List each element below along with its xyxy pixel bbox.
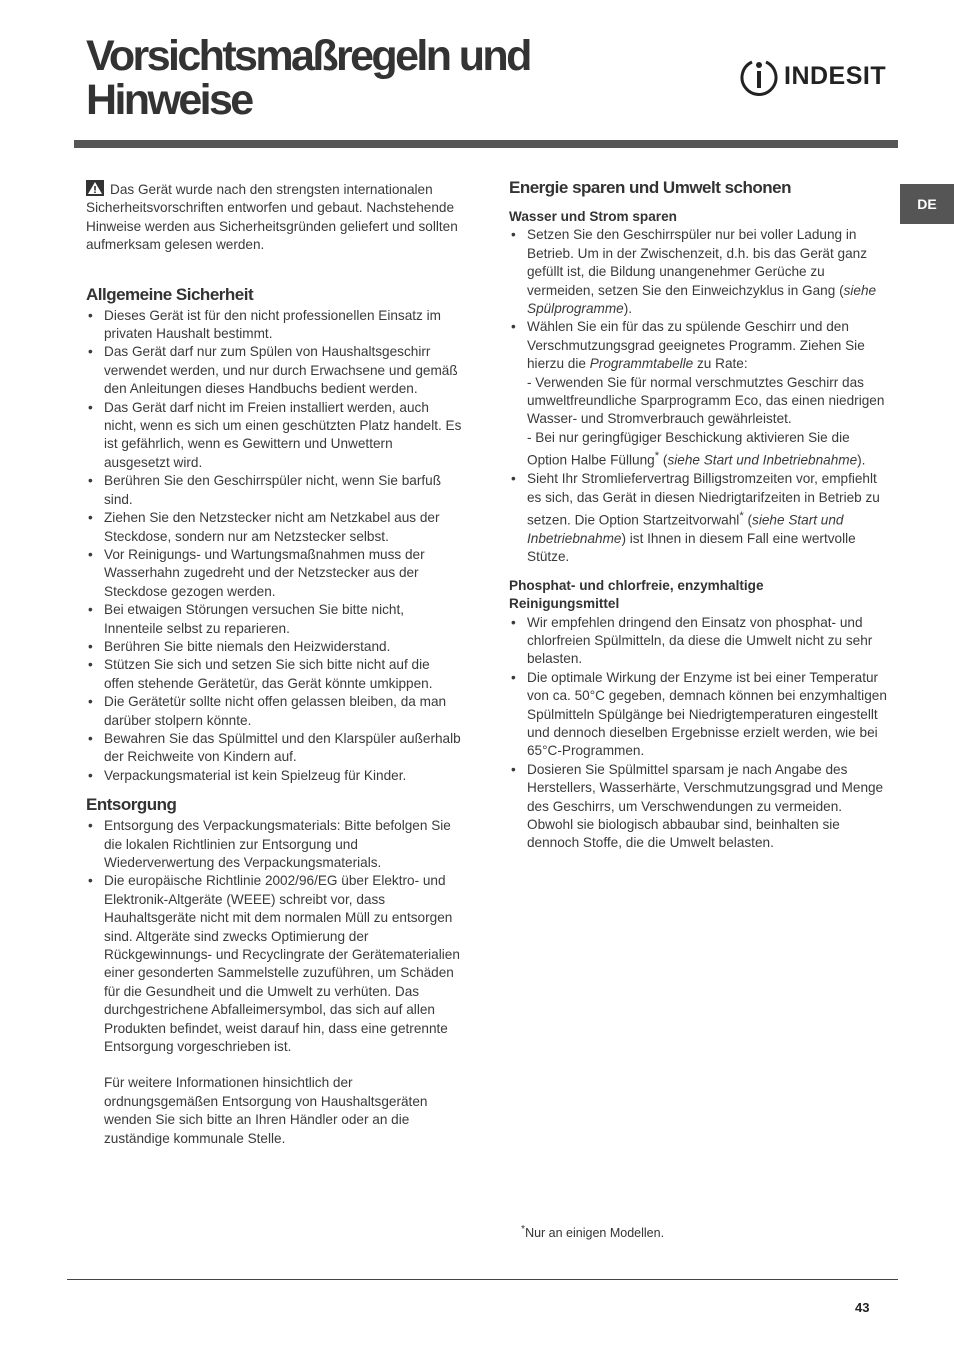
item-text: Wählen Sie ein für das zu spülende Geschirr und den Verschmutzungsgrad geeignetes Programm. Ziehen Sie hierzu die	[527, 319, 865, 372]
sicherheit-list	[86, 307, 462, 786]
cross-reference: siehe Spülprogramme	[527, 282, 877, 317]
page-title	[86, 34, 646, 122]
page-number: 43	[855, 1300, 870, 1315]
list-item: • Berühren Sie den Geschirrspüler nicht, wenn Sie barfuß sind.	[86, 472, 462, 509]
list-item	[509, 470, 889, 567]
item-text-end: ) ist Ihnen in diesem Fall eine wertvolle Stütze.	[527, 530, 856, 565]
entsorgung-list	[86, 817, 462, 1056]
list-item	[509, 318, 889, 470]
list-item: • Dieses Gerät ist für den nicht professionellen Einsatz im privaten Haushalt bestimmt.	[86, 307, 462, 344]
intro-text: Das Gerät wurde nach den strengsten internationalen Sicherheitsvorschriften entworfen und gebaut. Nachstehende Hinweise werden aus Sicherheitsgründen geliefert und sollten aufmerksam gelesen werden.	[86, 182, 458, 253]
list-item: • Dosieren Sie Spülmittel sparsam je nach Angabe des Herstellers, Wasserhärte, Verschmutzungsgrad und Menge des Geschirrs, um Verschwendungen zu vermeiden. Obwohl sie biologisch abbaubar sind, beinhalten sie dennoch Stoffe, die die Umwelt belasten.	[509, 761, 889, 853]
indesit-logo	[740, 54, 890, 98]
warning-icon	[86, 180, 104, 196]
list-item: • Die Gerätetür sollte nicht offen gelassen bleiben, da man darüber stolpern könnte.	[86, 693, 462, 730]
list-item: • Die europäische Richtlinie 2002/96/EG über Elektro- und Elektronik-Altgeräte (WEEE) schreibt vor, dass Hauhaltsgeräte nicht mit dem normalen Müll zu entsorgen sind. Altgeräte sind zwecks Optimierung der Rückgewinnungs- und Recyclingrate der Gerätematerialien einer gesonderten Sammelstelle zuzuführen, um Schäden für die Gesundheit und die Umwelt zu verhüten. Das durchgestrichene Abfalleimersymbol, das sich auf allen Produkten befindet, weist darauf hin, dass eine getrennte Entsorgung vorgeschrieben ist.	[86, 872, 462, 1056]
item-text: Sieht Ihr Stromliefervertrag Billigstromzeiten vor, empfiehlt es sich, das Gerät in diesen Niedrigtarifzeiten in Betrieb zu setzen. Die Option Startzeitvorwahl	[527, 471, 880, 528]
list-item: • Berühren Sie bitte niemals den Heizwiderstand.	[86, 638, 462, 656]
item-subline: - Verwenden Sie für normal verschmutztes Geschirr das umweltfreundliche Sparprogramm Eco, das einen niedrigen Wasser- und Stromverbrauch gewährleistet.	[527, 374, 885, 427]
left-column	[86, 180, 462, 1148]
footer-rule	[67, 1279, 898, 1280]
list-item: • Entsorgung des Verpackungsmaterials: Bitte befolgen Sie die lokalen Richtlinien zur Entsorgung und Wiederverwertung des Verpackungsmaterials.	[86, 817, 462, 872]
list-item: • Vor Reinigungs- und Wartungsmaßnahmen muss der Wasserhahn zugedreht und der Netzstecker aus der Steckdose gezogen werden.	[86, 546, 462, 601]
list-item: • Bei etwaigen Störungen versuchen Sie bitte nicht, Innenteile selbst zu reparieren.	[86, 601, 462, 638]
item-text-mid: zu Rate:	[693, 356, 748, 372]
wasser-list	[509, 226, 889, 566]
footnote-marker: *	[739, 510, 744, 523]
section-heading-sicherheit: Allgemeine Sicherheit	[86, 284, 254, 304]
footnote	[521, 1224, 664, 1240]
subheading-phosphat	[509, 577, 889, 614]
cross-reference: siehe Start und Inbetriebnahme	[527, 512, 844, 546]
item-text: Setzen Sie den Geschirrspüler nur bei voller Ladung in Betrieb. Um in der Zwischenzeit, d.h. bis das Gerät ganz gefüllt ist, die Bildung unangenehmer Gerüche zu vermeiden, setzen Sie den Einweichzyklus in Gang (	[527, 227, 867, 298]
subheading-line: Reinigungsmittel	[509, 596, 620, 612]
cross-reference: siehe Start und Inbetriebnahme	[667, 452, 858, 468]
phosphat-list	[509, 614, 889, 853]
entsorgung-note: Für weitere Informationen hinsichtlich der ordnungsgemäßen Entsorgung von Haushaltsgeräten wenden Sie sich bitte an Ihren Händler oder an die zuständige kommunale Stelle.	[104, 1075, 428, 1146]
list-item: • Die optimale Wirkung der Enzyme ist bei einer Temperatur von ca. 50°C gegeben, demnach können bei enzymhaltigen Spülmitteln Spülgänge bei Niedrigtemperaturen eingestellt und dennoch dieselben Ergebnisse erzielt werden, wie bei 65°C-Programmen.	[509, 669, 889, 761]
section-heading-entsorgung: Entsorgung	[86, 795, 177, 815]
footnote-marker: *	[654, 450, 660, 463]
list-item: • Verpackungsmaterial ist kein Spielzeug für Kinder.	[86, 767, 462, 785]
list-item: • Stützen Sie sich und setzen Sie sich bitte nicht auf die offen stehende Gerätetür, das Gerät könnte umkippen.	[86, 656, 462, 693]
list-item: • Ziehen Sie den Netzstecker nicht am Netzkabel aus der Steckdose, sondern nur am Netzstecker selbst.	[86, 509, 462, 546]
language-tab: DE	[900, 184, 954, 224]
item-text-end: ).	[623, 301, 633, 317]
subheading-wasser: Wasser und Strom sparen	[509, 209, 677, 224]
footnote-text: Nur an einigen Modellen.	[525, 1226, 665, 1241]
brand-name: INDESIT	[784, 61, 887, 90]
right-column	[509, 178, 889, 853]
subheading-line: Phosphat- und chlorfreie, enzymhaltige	[509, 577, 764, 593]
list-item	[509, 226, 889, 318]
header-rule	[74, 140, 898, 148]
list-item: • Wir empfehlen dringend den Einsatz von phosphat- und chlorfreien Spülmitteln, da diese die Umwelt nicht zu sehr belasten.	[509, 614, 889, 669]
footnote-marker: *	[521, 1224, 526, 1235]
item-text-end: ).	[857, 452, 866, 468]
page-title-line-2: Hinweise	[86, 76, 252, 124]
item-subline: - Bei nur geringfügiger Beschickung aktivieren Sie die Option Halbe Füllung	[527, 429, 850, 468]
intro-paragraph	[86, 180, 462, 255]
list-item: • Das Gerät darf nicht im Freien installiert werden, auch nicht, wenn es sich um einen geschützten Platz handelt. Es ist gefährlich, wenn es Gewittern und Unwettern ausgesetzt wird.	[86, 399, 462, 473]
section-heading-energie: Energie sparen und Umwelt schonen	[509, 178, 792, 197]
list-item: • Das Gerät darf nur zum Spülen von Haushaltsgeschirr verwendet werden, und nur durch Erwachsene und gemäß den Anleitungen dieses Handbuchs bedient werden.	[86, 343, 462, 398]
indesit-i-icon	[740, 56, 778, 96]
page-title-line-1: Vorsichtsmaßregeln und	[86, 32, 530, 80]
paren: (	[659, 452, 668, 468]
paren: (	[743, 512, 753, 528]
list-item: • Bewahren Sie das Spülmittel und den Klarspüler außerhalb der Reichweite von Kindern auf.	[86, 730, 462, 767]
cross-reference: Programmtabelle	[589, 356, 694, 372]
